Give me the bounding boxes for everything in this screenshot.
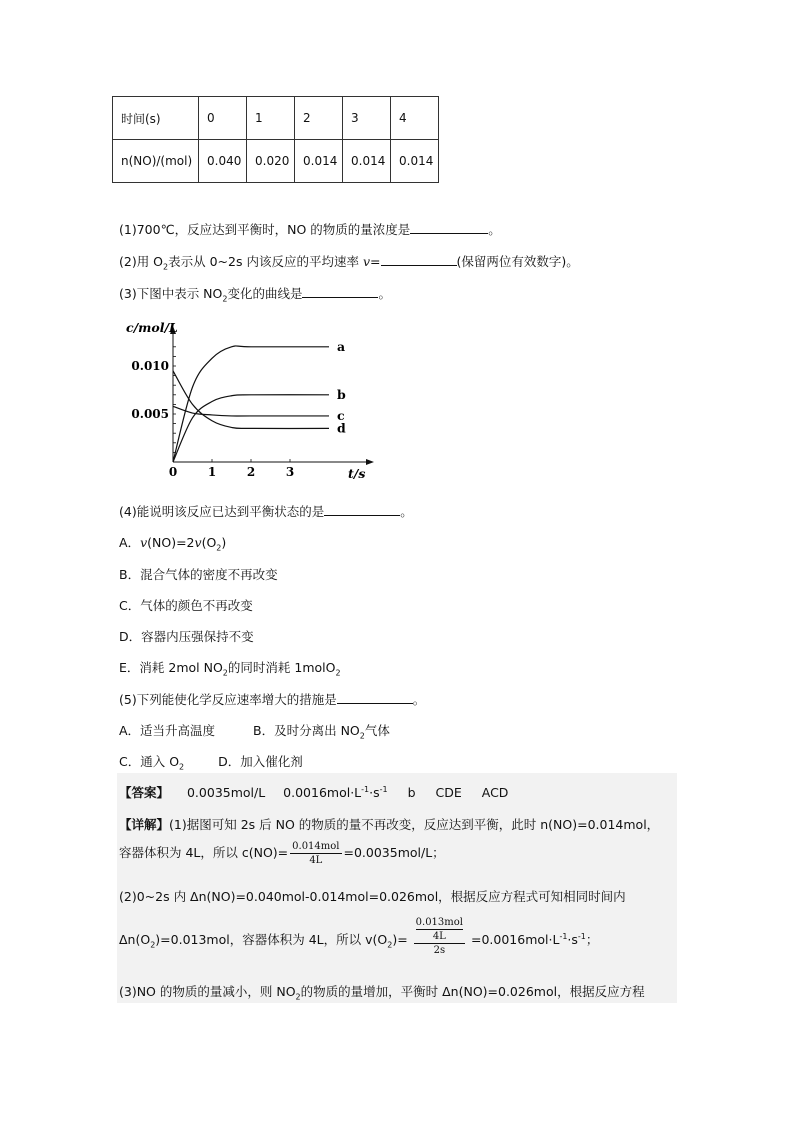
detail-line-5: (3)NO 的物质的量减小，则 $NO_2$的物质的量增加，平衡时 Δn(NO)=0.026mol，根据反应方程 xyxy=(119,984,645,1002)
question-2 xyxy=(119,252,579,272)
table-cell: 0.014 xyxy=(391,140,439,183)
q5-options-row1 xyxy=(119,721,390,741)
answer-blank xyxy=(337,690,413,704)
table-cell: 2 xyxy=(295,97,343,140)
table-cell: 时间(s) xyxy=(113,97,199,140)
option-a xyxy=(119,533,226,553)
question-text: 。 xyxy=(400,504,413,519)
curve-label-a: a xyxy=(337,338,346,354)
detail-label: 【详解】 xyxy=(119,817,170,832)
table-cell: 3 xyxy=(343,97,391,140)
question-text: (4)能说明该反应已达到平衡状态的是 xyxy=(119,504,325,519)
fraction: $\frac{\text{0.014mol}}{4L}$ xyxy=(292,841,340,866)
detail-text: =0.0035mol/L； xyxy=(343,845,445,860)
subscript: 2 xyxy=(359,731,365,741)
option-text: ) xyxy=(221,535,227,550)
detail-text: (1)据图可知 2s 后 NO 的物质的量不再改变，反应达到平衡，此时 n(NO)=0.014mol， xyxy=(169,817,660,832)
x-axis-arrow xyxy=(366,459,374,465)
x-tick-label: 0 xyxy=(168,465,178,479)
answer-line xyxy=(119,783,508,801)
option-d: D．容器内压强保持不变 xyxy=(119,629,254,644)
question-text: (3)下图中表示 NO xyxy=(119,286,223,301)
detail-line-2 xyxy=(119,840,445,867)
subscript: 2 xyxy=(222,668,228,678)
variable: v xyxy=(362,254,371,269)
detail-text: )=0.013mol，容器体积为 4L，所以 v(O xyxy=(155,932,388,947)
detail-line-1 xyxy=(119,815,659,833)
table-cell: 0.014 xyxy=(343,140,391,183)
answer-blank xyxy=(302,284,378,298)
option-b: B．混合气体的密度不再改变 xyxy=(119,567,278,582)
detail-text: Δn(O xyxy=(119,932,151,947)
question-text: = xyxy=(370,254,381,269)
question-text: 变化的曲线是 xyxy=(227,286,303,301)
answer-value: ACD xyxy=(481,785,509,800)
option-text: A．适当升高温度 xyxy=(119,723,216,738)
option-c: C．气体的颜色不再改变 xyxy=(119,598,253,613)
question-text: 。 xyxy=(378,286,391,301)
table-cell: 1 xyxy=(247,97,295,140)
answer-value: b xyxy=(407,785,416,800)
y-tick-label: 0.010 xyxy=(131,359,169,373)
answer-blank xyxy=(410,220,488,234)
variable: v xyxy=(140,535,148,550)
x-axis-label: t/s xyxy=(348,466,366,481)
concentration-chart xyxy=(118,318,388,488)
subscript: 2 xyxy=(179,762,185,772)
option-text: C．通入 O xyxy=(119,754,180,769)
detail-text: (3)NO 的物质的量减小，则 NO xyxy=(119,984,296,999)
option-text: A． xyxy=(119,535,141,550)
answer-blank xyxy=(381,252,457,266)
table-cell: 0.014 xyxy=(295,140,343,183)
answer-blank xyxy=(324,502,400,516)
answer-value: $0.0016mol\cdot L^{-1}\cdot s^{-1}$ xyxy=(283,784,388,800)
x-tick-label: 2 xyxy=(246,465,256,479)
curve-label-b: b xyxy=(337,386,346,402)
detail-text: )= xyxy=(392,932,408,947)
table-cell: 0.040 xyxy=(199,140,247,183)
curve-a xyxy=(173,346,329,462)
table-row xyxy=(113,97,439,140)
subscript: 2 xyxy=(335,668,341,678)
x-tick-label: 1 xyxy=(207,465,217,479)
y-axis-label: c/mol/L xyxy=(126,320,178,335)
q5-options-row2 xyxy=(119,752,303,772)
compound-fraction: 0.013mol 4L 2s xyxy=(415,917,463,956)
curve-label-c: c xyxy=(337,407,345,423)
table-cell: 0.020 xyxy=(247,140,295,183)
subscript: 2 xyxy=(216,543,222,553)
data-table xyxy=(112,96,439,183)
option-text: 的同时消耗 1molO xyxy=(227,660,336,675)
variable: v xyxy=(194,535,202,550)
table-cell: 0 xyxy=(199,97,247,140)
question-1 xyxy=(119,220,501,238)
table-row xyxy=(113,140,439,183)
answer-value: CDE xyxy=(435,785,462,800)
option-text: 气体 xyxy=(364,723,390,738)
question-text: (1)700℃，反应达到平衡时，NO 的物质的量浓度是 xyxy=(119,222,411,237)
question-4 xyxy=(119,502,413,520)
question-text: (2)用 O xyxy=(119,254,164,269)
detail-text: =0.0016mol·L xyxy=(470,932,560,947)
answer-label: 【答案】 xyxy=(119,785,170,800)
question-text: (5)下列能使化学反应速率增大的措施是 xyxy=(119,692,337,707)
detail-text: 容器体积为 4L，所以 c(NO)= xyxy=(119,845,289,860)
question-text: 表示从 0~2s 内该反应的平均速率 xyxy=(168,254,363,269)
question-text: 。 xyxy=(488,222,501,237)
curve-label-d: d xyxy=(337,420,346,436)
detail-text: 的物质的量增加，平衡时 Δn(NO)=0.026mol，根据反应方程 xyxy=(300,984,645,999)
y-tick-label: 0.005 xyxy=(131,407,169,421)
subscript: 2 xyxy=(222,294,228,304)
question-text: (保留两位有效数字)。 xyxy=(456,254,579,269)
subscript: 2 xyxy=(163,262,169,272)
question-3 xyxy=(119,284,391,304)
detail-line-3: (2)0~2s 内 Δn(NO)=0.040mol-0.014mol=0.026mol，根据反应方程式可知相同时间内 xyxy=(119,889,626,904)
curve-c xyxy=(173,406,329,416)
detail-line-4: $\Delta n(O_2)=0.013mol$，容器体积为 4L，所以 $v(O_2)=$ 0.013mol 4L 2s $=0.0016mol\cdot L^{-1}\cdot s^{-1}$； xyxy=(119,917,599,956)
answer-value: 0.0035mol/L xyxy=(186,785,266,800)
option-e xyxy=(119,658,341,678)
option-text: D．加入催化剂 xyxy=(218,754,303,769)
option-text: (NO)=2 xyxy=(147,535,195,550)
option-text: E．消耗 2mol NO xyxy=(119,660,223,675)
option-text: B．及时分离出 NO xyxy=(253,723,360,738)
table-cell: 4 xyxy=(391,97,439,140)
x-tick-label: 3 xyxy=(285,465,295,479)
table-cell: n(NO)/(mol) xyxy=(113,140,199,183)
question-text: 。 xyxy=(412,692,426,707)
question-5 xyxy=(119,690,425,708)
option-text: (O xyxy=(201,535,217,550)
